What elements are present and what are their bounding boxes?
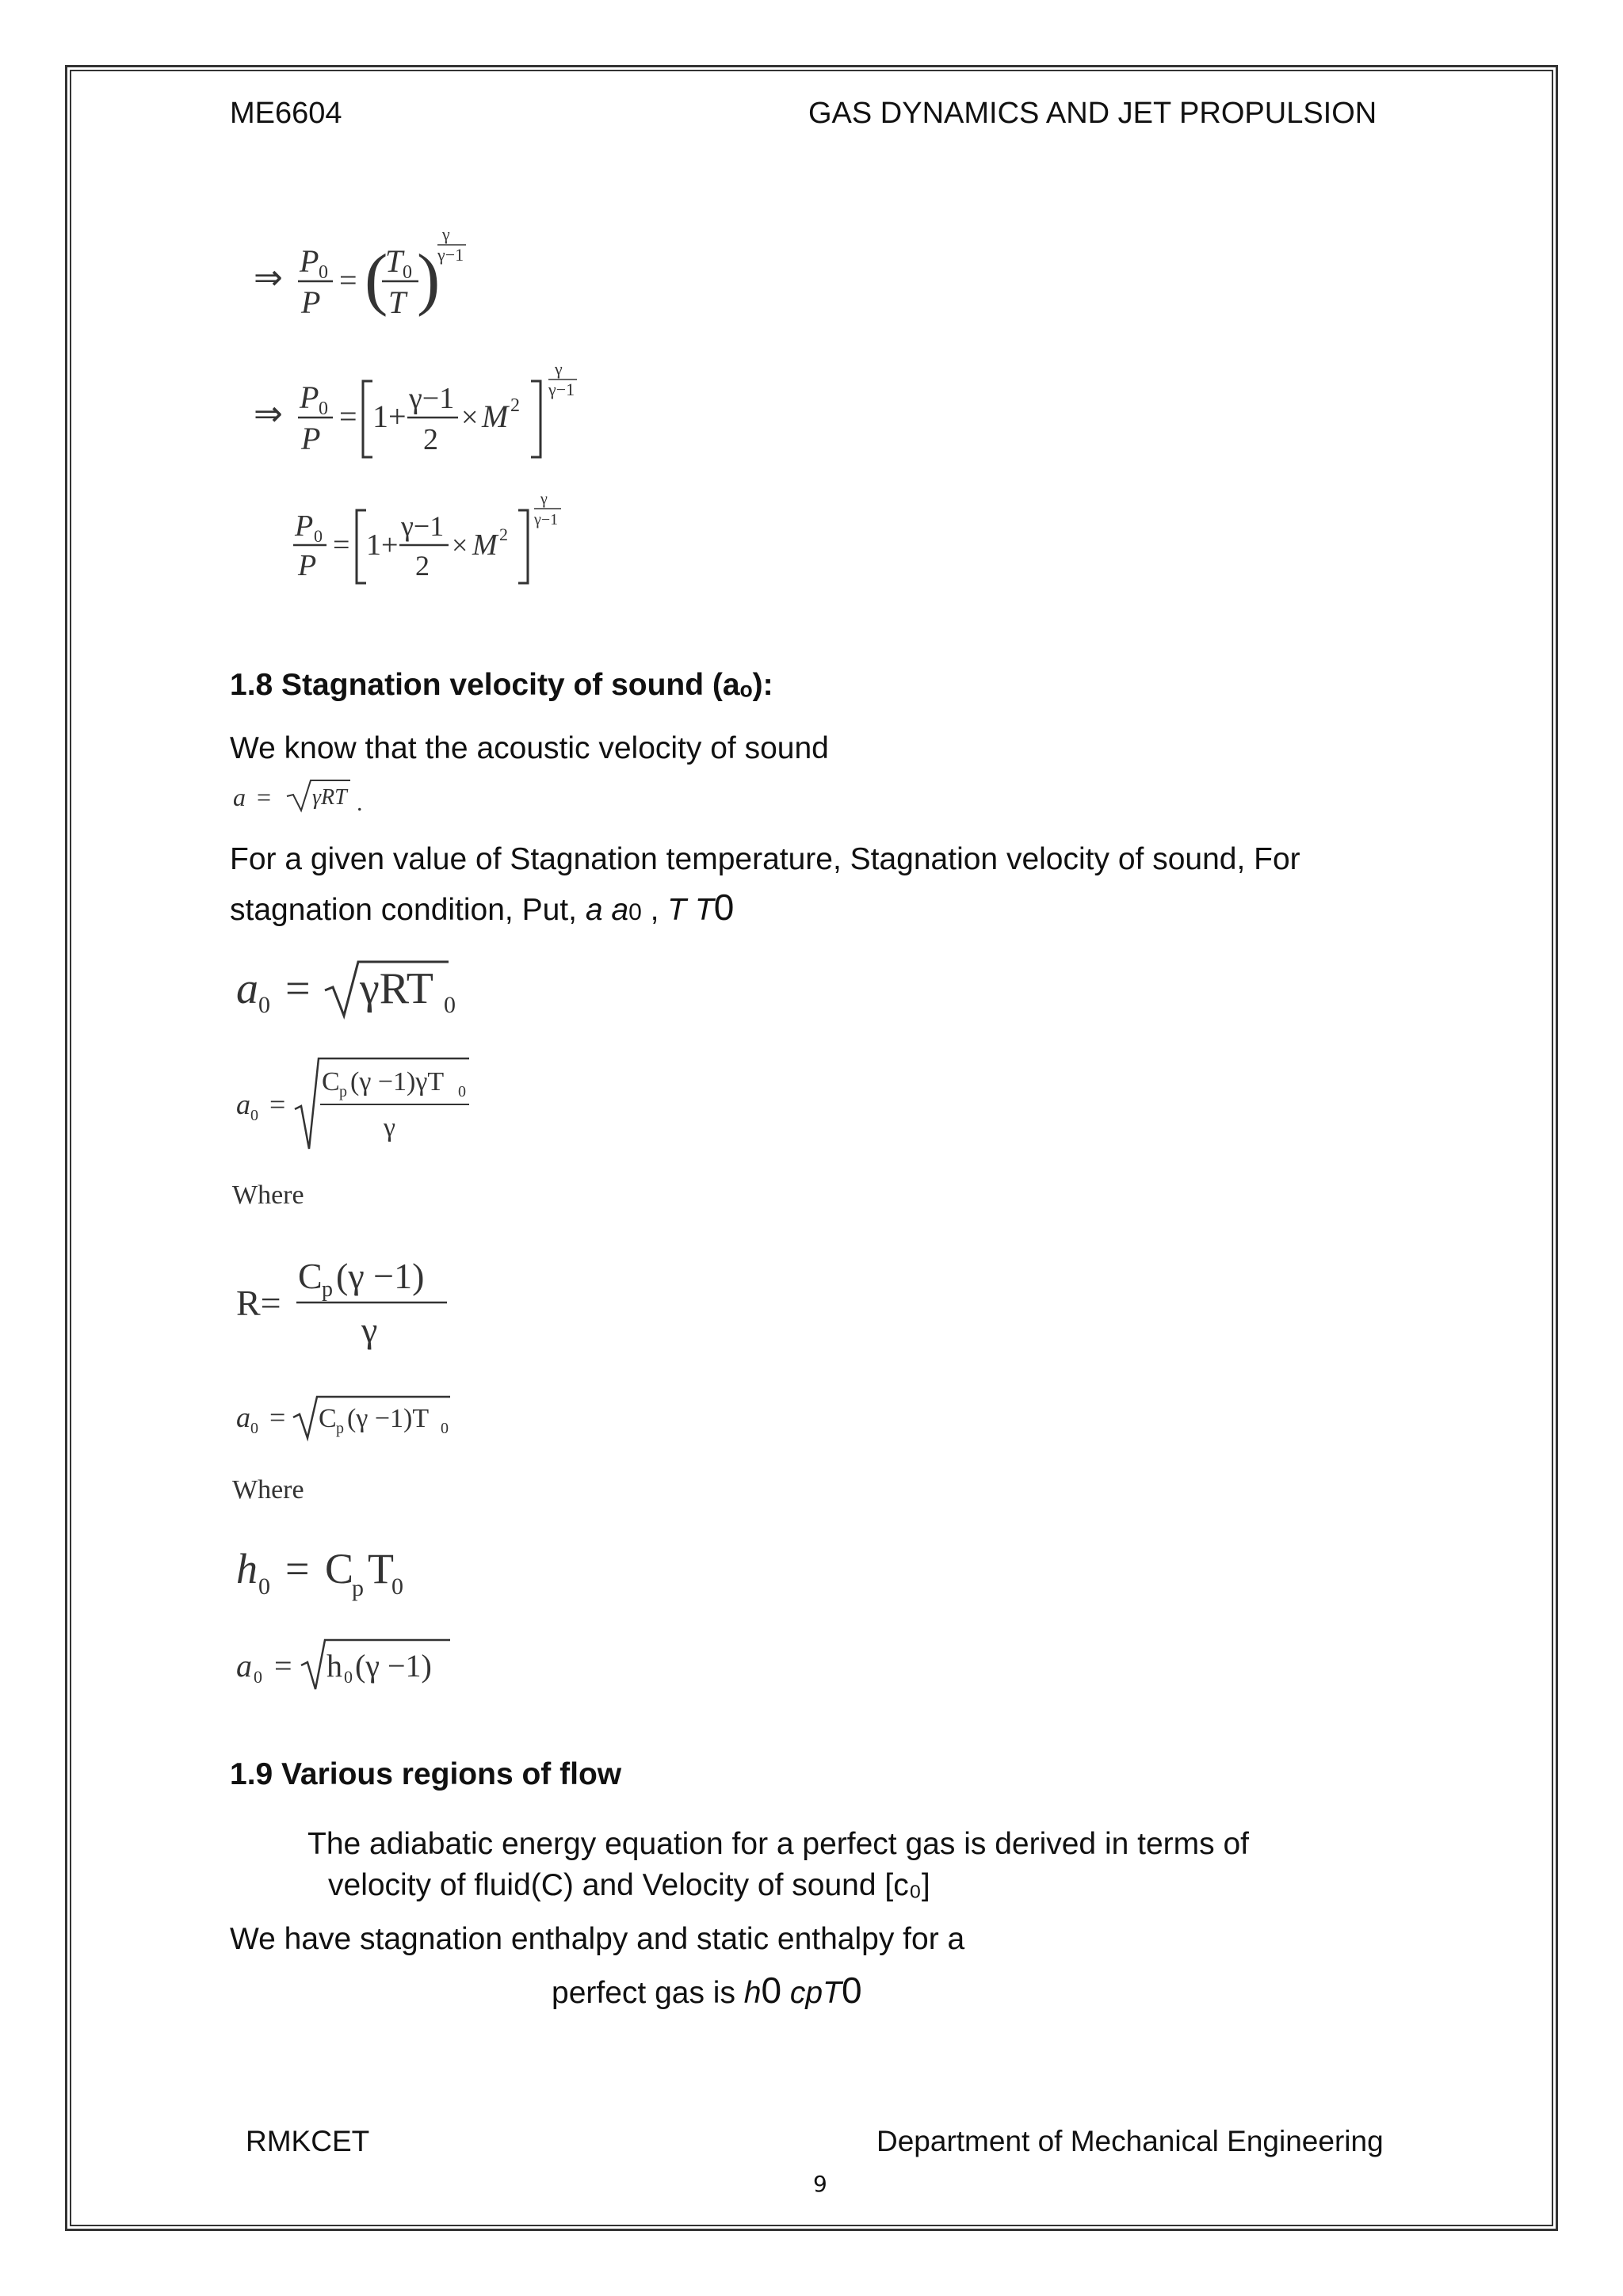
svg-text:T: T [388,284,407,320]
svg-text:0: 0 [444,992,456,1018]
section-1-9-line4 [552,1966,862,2017]
svg-text:a: a [236,1089,250,1120]
svg-text:γ−1: γ−1 [437,245,464,265]
equation-acoustic-velocity [231,772,422,820]
svg-text:=: = [339,399,357,434]
svg-text:0: 0 [258,1573,270,1600]
svg-text:P: P [298,549,317,582]
svg-text:2: 2 [423,423,438,456]
svg-text:p: p [322,1277,333,1302]
section-1-8-intro: We know that the acoustic velocity of sound [230,731,829,765]
svg-text:×: × [452,529,468,561]
comma: , [641,893,668,927]
footer-institution: RMKCET [246,2125,370,2157]
svg-text:γ: γ [442,224,450,244]
svg-text:C: C [298,1256,323,1296]
symbol-a: a [585,893,603,927]
equation-a0-cp-t0 [236,1390,474,1446]
svg-text:P: P [295,509,314,543]
section-1-9-line2: velocity of fluid(C) and Velocity of sound [c₀] [328,1868,930,1902]
svg-text:(γ −1): (γ −1) [355,1648,432,1684]
svg-text:M: M [472,528,498,562]
section-1-9-heading: 1.9 Various regions of flow [230,1757,622,1791]
svg-text:=: = [285,1545,310,1592]
svg-text:P: P [301,284,321,320]
paragraph-text: perfect gas is [552,1976,744,2010]
svg-text:=: = [285,964,311,1013]
symbol-T: T [667,893,687,927]
equation-r-definition [236,1244,474,1363]
svg-text:0: 0 [258,992,270,1018]
svg-text:2: 2 [510,395,520,416]
svg-text:a: a [236,1648,252,1684]
paragraph-text: stagnation condition, Put, [230,893,586,927]
svg-text:(: ( [365,241,388,318]
svg-text:γ−1: γ−1 [409,382,455,415]
svg-text:=: = [274,1648,292,1684]
svg-text:0: 0 [391,1573,403,1600]
svg-text:γRT: γRT [312,785,347,810]
section-1-9-line3: We have stagnation enthalpy and static enthalpy for a [230,1922,965,1956]
svg-text:(γ −1): (γ −1) [336,1256,425,1296]
svg-text:0: 0 [319,399,328,419]
svg-text:h: h [236,1545,258,1592]
svg-text:γ−1: γ−1 [548,379,575,399]
svg-text:0: 0 [250,1107,258,1124]
svg-text:0: 0 [458,1083,466,1100]
svg-text:a: a [233,783,246,811]
svg-text:P: P [300,243,319,279]
header-course-title: GAS DYNAMICS AND JET PROPULSION [808,97,1377,130]
svg-text:T: T [385,243,403,279]
svg-text:γ: γ [361,1310,378,1350]
symbol-h: h [743,1976,762,2010]
svg-text:×: × [461,401,479,434]
svg-text:⇒: ⇒ [254,258,283,297]
svg-text:C: C [319,1404,337,1433]
equation-a0-h0 [236,1632,474,1695]
svg-text:): ) [417,241,441,318]
svg-text:γ−1: γ−1 [401,510,445,542]
svg-text:=: = [269,1402,286,1433]
section-1-8-heading: 1.8 Stagnation velocity of sound (aₒ): [230,668,773,702]
svg-text:γ: γ [540,490,548,508]
symbol-cp: cp [781,1976,823,2010]
symbol-a0: a [611,893,629,927]
svg-text:R=: R= [236,1283,281,1323]
svg-text:M: M [482,399,509,434]
equation-pressure-ratio-temperature [254,226,491,337]
svg-text:⇒: ⇒ [254,395,283,433]
svg-text:a: a [236,1402,250,1433]
where-label-1: Where [232,1180,304,1210]
svg-text:.: . [357,790,363,816]
svg-text:P: P [300,379,319,415]
equation-a0-cp-gamma [236,1054,490,1157]
page-number: 9 [813,2171,827,2197]
section-1-8-paragraph-line2 [230,883,734,936]
svg-text:γ: γ [555,359,563,379]
svg-text:a: a [236,964,258,1013]
svg-text:=: = [257,783,272,811]
subscript-0-large: 0 [713,887,735,928]
svg-text:1+: 1+ [372,399,407,434]
svg-text:p: p [339,1083,347,1100]
svg-text:2: 2 [499,524,508,544]
equation-h0-cp-t0 [236,1537,442,1608]
svg-text:p: p [336,1420,344,1437]
svg-text:C: C [322,1067,340,1097]
svg-text:=: = [269,1089,286,1120]
svg-text:γ: γ [384,1113,396,1142]
header-course-code: ME6604 [230,97,342,130]
footer-department: Department of Mechanical Engineering [876,2125,1384,2157]
svg-text:(γ −1)T: (γ −1)T [347,1404,430,1433]
svg-text:γ−1: γ−1 [534,511,559,528]
svg-text:=: = [333,528,350,562]
where-label-2: Where [232,1475,304,1505]
svg-text:0: 0 [403,262,412,283]
svg-text:0: 0 [254,1667,262,1687]
svg-text:0: 0 [441,1420,449,1437]
svg-text:P: P [301,421,321,456]
svg-text:1+: 1+ [366,528,399,562]
subscript-0-large: 0 [841,1970,862,2011]
subscript-0: 0 [761,1970,782,2011]
section-1-9-line1: The adiabatic energy equation for a perfect gas is derived in terms of [307,1827,1249,1861]
svg-text:0: 0 [344,1667,353,1687]
svg-text:γRT: γRT [360,964,433,1013]
svg-text:2: 2 [415,550,430,582]
symbol-T0: T [694,893,714,927]
svg-text:0: 0 [319,262,328,283]
svg-text:h: h [327,1648,342,1684]
svg-text:p: p [352,1575,364,1601]
equation-pressure-ratio-mach-final [292,491,593,594]
svg-text:0: 0 [314,526,323,546]
symbol-T: T [823,1976,842,2010]
svg-text:=: = [339,262,357,298]
svg-text:T: T [368,1545,394,1592]
subscript-0: 0 [628,899,642,925]
svg-text:(γ −1)γT: (γ −1)γT [350,1067,445,1097]
svg-text:0: 0 [250,1420,258,1437]
section-1-8-paragraph-line1: For a given value of Stagnation temperature, Stagnation velocity of sound, For [230,842,1300,876]
equation-a0-gamma-r-t0 [236,951,474,1030]
equation-pressure-ratio-mach [254,360,602,471]
svg-text:C: C [325,1545,354,1592]
